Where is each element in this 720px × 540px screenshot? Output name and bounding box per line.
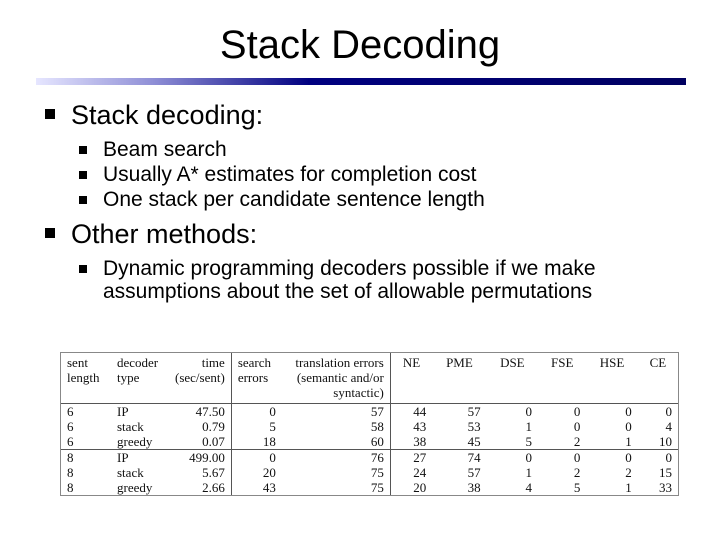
cell-fse: 0 (573, 404, 581, 420)
cell-decoder-type: IP (117, 404, 129, 420)
cell-search-errors: 18 (231, 434, 282, 450)
cell-search-errors: 0 (231, 404, 282, 420)
cell-dse: 1 (525, 465, 533, 481)
cell-time: 5.67 (202, 465, 225, 481)
cell-ne: 44 (390, 404, 432, 420)
table-row (61, 419, 678, 434)
table-row (61, 465, 678, 480)
table-row (61, 450, 678, 466)
cell-ce: 10 (659, 434, 672, 449)
cell-ne: 27 (390, 450, 432, 466)
bullet-text: Other methods: (71, 219, 258, 249)
cell-pme: 45 (467, 434, 481, 449)
cell-ce: 15 (659, 465, 672, 481)
sub-bullet-beam-search (45, 138, 705, 161)
cell-sent-length: 8 (67, 450, 74, 466)
header-fse: FSE (551, 355, 574, 370)
cell-dse: 0 (525, 450, 533, 466)
cell-sent-length: 6 (67, 434, 74, 449)
slide-title: Stack Decoding (219, 23, 501, 67)
cell-time: 0.79 (202, 419, 225, 434)
sub-bullet-text: One stack per candidate sentence length (103, 188, 485, 211)
cell-ne: 24 (390, 465, 432, 480)
cell-translation-errors: 58 (370, 419, 384, 434)
cell-decoder-type: IP (117, 450, 129, 466)
cell-time: 2.66 (202, 480, 225, 495)
cell-hse: 2 (625, 465, 632, 481)
cell-sent-length: 6 (67, 404, 74, 420)
header-pme: PME (446, 355, 473, 370)
square-bullet-icon (79, 265, 87, 273)
cell-translation-errors: 60 (370, 434, 384, 449)
header-hse: HSE (599, 355, 625, 370)
cell-search-errors: 20 (231, 465, 282, 480)
header-decoder-type: decoder type (117, 355, 159, 385)
sub-bullet-text: Dynamic programming decoders possible if we make assumptions about the set of allowable permutations (103, 257, 596, 303)
cell-time: 47.50 (195, 404, 225, 420)
cell-dse: 0 (525, 404, 533, 420)
square-bullet-icon (79, 146, 87, 154)
cell-ce: 4 (665, 419, 672, 434)
cell-decoder-type: stack (117, 465, 144, 481)
cell-pme: 53 (467, 419, 481, 434)
cell-fse: 0 (573, 419, 581, 434)
header-ce: CE (649, 355, 667, 370)
cell-dse: 1 (525, 419, 533, 434)
cell-hse: 0 (625, 404, 632, 420)
square-bullet-icon (45, 109, 55, 119)
cell-pme: 74 (467, 450, 481, 466)
cell-fse: 2 (573, 465, 581, 481)
table-row (61, 404, 678, 420)
cell-fse: 2 (573, 434, 581, 449)
cell-time: 0.07 (202, 434, 225, 449)
header-ne: NE (390, 353, 432, 404)
cell-pme: 57 (467, 404, 481, 420)
header-translation-errors: translation errors (semantic and/or syntactic) (295, 355, 384, 400)
cell-time: 499.00 (189, 450, 225, 466)
table-row (61, 434, 678, 450)
sub-bullet-dynamic-programming (45, 257, 705, 303)
cell-hse: 1 (625, 434, 632, 449)
cell-ce: 33 (659, 480, 672, 495)
cell-hse: 0 (625, 450, 632, 466)
title-underline (36, 78, 686, 85)
cell-ce: 0 (665, 450, 672, 466)
header-search-errors: search errors (231, 353, 282, 404)
cell-ne: 20 (390, 480, 432, 495)
cell-ne: 43 (390, 419, 432, 434)
header-time: time (sec/sent) (175, 355, 225, 385)
cell-ce: 0 (665, 404, 672, 420)
cell-translation-errors: 75 (370, 465, 384, 481)
cell-dse: 5 (525, 434, 533, 449)
cell-hse: 0 (625, 419, 632, 434)
cell-translation-errors: 57 (370, 404, 384, 420)
sub-bullet-a-star (45, 163, 705, 186)
bullet-stack-decoding (45, 98, 705, 132)
cell-fse: 5 (573, 480, 581, 495)
sub-bullet-text: Usually A* estimates for completion cost (103, 163, 477, 186)
table-row (61, 480, 678, 495)
square-bullet-icon (79, 171, 87, 179)
square-bullet-icon (45, 228, 55, 238)
sub-bullet-one-stack (45, 188, 705, 211)
results-table (61, 353, 678, 495)
cell-translation-errors: 75 (370, 480, 384, 495)
cell-hse: 1 (625, 480, 632, 495)
table-header-row (61, 353, 678, 404)
cell-pme: 38 (467, 480, 481, 495)
cell-decoder-type: greedy (117, 434, 153, 449)
cell-translation-errors: 76 (370, 450, 384, 466)
header-dse: DSE (500, 355, 525, 370)
cell-fse: 0 (573, 450, 581, 466)
header-sent-length: sent length (67, 355, 100, 385)
cell-search-errors: 43 (231, 480, 282, 495)
bullet-text: Stack decoding: (71, 100, 264, 130)
results-table-image (60, 352, 679, 496)
cell-sent-length: 8 (67, 480, 74, 495)
cell-ne: 38 (390, 434, 432, 450)
square-bullet-icon (79, 196, 87, 204)
cell-search-errors: 0 (231, 450, 282, 466)
bullet-other-methods (45, 217, 705, 251)
cell-dse: 4 (525, 480, 533, 495)
cell-sent-length: 6 (67, 419, 74, 434)
sub-bullet-text: Beam search (103, 138, 227, 161)
cell-pme: 57 (467, 465, 481, 481)
cell-decoder-type: greedy (117, 480, 153, 495)
cell-sent-length: 8 (67, 465, 74, 481)
bullet-list (45, 92, 705, 303)
cell-decoder-type: stack (117, 419, 144, 434)
cell-search-errors: 5 (231, 419, 282, 434)
